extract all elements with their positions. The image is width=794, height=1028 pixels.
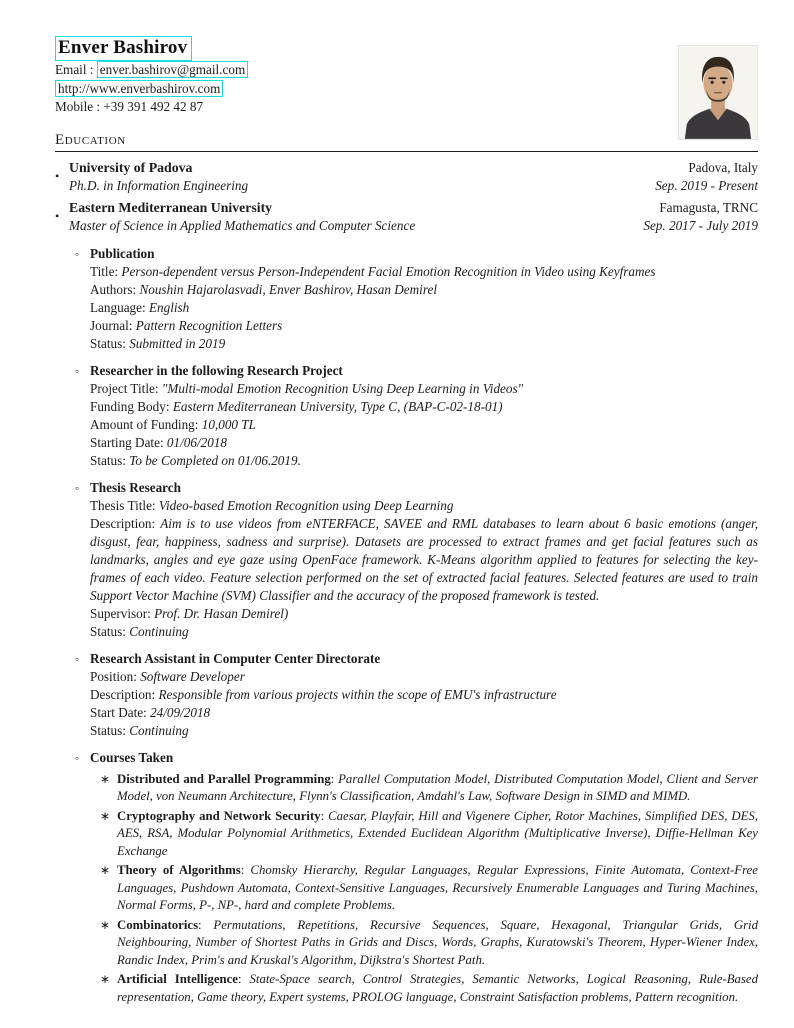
course-item [100, 808, 758, 861]
field-value: Continuing [129, 623, 189, 639]
field-row [90, 263, 758, 281]
field-value: Noushin Hajarolasvadi, Enver Bashirov, Hasan Demirel [139, 281, 438, 297]
field-row [90, 380, 758, 398]
field-row [90, 281, 758, 299]
field-value: Eastern Mediterranean University, Type C, (BAP-C-02-18-01) [172, 398, 503, 414]
field-value: "Multi-modal Emotion Recognition Using Deep Learning in Videos" [161, 380, 524, 396]
field-value: Person-dependent versus Person-Independent Facial Emotion Recognition in Video using Keyframes [121, 263, 656, 279]
subsection-research-assistant [75, 650, 758, 740]
field-label: Status: [90, 722, 126, 738]
subsection-title: Thesis Research [90, 479, 181, 495]
education-rule [55, 151, 758, 152]
course-item [100, 862, 758, 915]
course-colon: : [330, 771, 335, 786]
field-row [90, 704, 758, 722]
subsection-title: Courses Taken [90, 749, 174, 765]
asterisk-bullet-icon: ∗ [100, 972, 111, 986]
field-label: Project Title: [90, 380, 159, 396]
course-item [100, 771, 758, 806]
circle-bullet-icon: ◦ [75, 480, 80, 495]
field-value: To be Completed on 01/06.2019. [129, 452, 301, 468]
mobile-label: Mobile : [55, 99, 101, 114]
field-label: Status: [90, 623, 126, 639]
field-label: Starting Date: [90, 434, 164, 450]
course-item [100, 917, 758, 970]
education-item [55, 199, 758, 236]
email-link[interactable]: enver.bashirov@gmail.com [97, 61, 248, 78]
asterisk-bullet-icon: ∗ [100, 863, 111, 877]
field-row [90, 452, 758, 470]
course-topics: State-Space search, Control Strategies, Semantic Networks, Logical Reasoning, Rule-Based representation, Game theory, Expert systems, PROLOG language, Constraint Satisfaction problems, Pattern recognition. [117, 972, 758, 1004]
course-name: Theory of Algorithms [117, 863, 241, 877]
field-value: Submitted in 2019 [129, 335, 226, 351]
field-value: Prof. Dr. Hasan Demirel) [154, 605, 289, 621]
field-label: Status: [90, 452, 126, 468]
field-value: 01/06/2018 [166, 434, 227, 450]
subsection-courses-taken [75, 749, 758, 1007]
subsection-publication [75, 245, 758, 353]
asterisk-bullet-icon: ∗ [100, 808, 111, 823]
field-value: English [148, 299, 190, 315]
degree: Master of Science in Applied Mathematics and Computer Science [69, 218, 416, 233]
course-item [100, 971, 758, 1006]
email-label: Email : [55, 62, 94, 77]
website-link[interactable]: http://www.enverbashirov.com [55, 80, 223, 97]
field-row [90, 605, 758, 623]
name-link[interactable]: Enver Bashirov [55, 36, 192, 61]
subsection-thesis-research [75, 479, 758, 641]
education-item [55, 159, 758, 196]
field-row [90, 497, 758, 515]
course-topics: Chomsky Hierarchy, Regular Languages, Regular Expressions, Finite Automata, Context-Free Languages, Pushdown Automata, Context-Sensitive Languages, Recursively Enumerable Languages and Turing Machines, Normal Forms, P-, NP-, hard and complete Problems. [117, 863, 758, 912]
education-item-content [69, 159, 758, 196]
field-label: Title: [90, 263, 119, 279]
circle-bullet-icon: ◦ [75, 651, 80, 666]
education-heading: Education [55, 131, 126, 148]
course-colon: : [237, 972, 242, 986]
course-topics: Parallel Computation Model, Distributed Computation Model, Client and Server Model, von Neumann Architecture, Flynn's Classification, Amdahl's Law, Software Design in SIMD and MIMD. [117, 771, 759, 803]
field-label: Thesis Title: [90, 497, 156, 513]
field-row [90, 317, 758, 335]
profile-photo [678, 45, 758, 140]
field-label: Status: [90, 335, 126, 351]
field-row [90, 299, 758, 317]
institution-name: University of Padova [69, 159, 193, 175]
field-value: 24/09/2018 [150, 704, 211, 720]
field-label: Journal: [90, 317, 133, 333]
degree: Ph.D. in Information Engineering [69, 178, 249, 193]
course-topics: Caesar, Playfair, Hill and Vigenere Cipher, Rotor Machines, Simplified DES, DES, AES, RSA, Modular Polynomial Arithmetics, Extended Euclidean Algorithm (Multiplicative Inverse), Diffie-Hellman Key Exchange [117, 808, 759, 858]
field-row [90, 515, 758, 605]
education-item-content [69, 199, 758, 236]
profile-photo-image [679, 46, 757, 139]
bullet-icon: • [55, 168, 60, 183]
field-row [90, 416, 758, 434]
subsection-research-project [75, 362, 758, 470]
course-colon: : [320, 808, 325, 823]
course-colon: : [240, 863, 245, 877]
date-range: Sep. 2017 - July 2019 [643, 218, 758, 233]
asterisk-bullet-icon: ∗ [100, 917, 111, 932]
field-row [90, 668, 758, 686]
field-label: Amount of Funding: [90, 416, 199, 432]
institution-name: Eastern Mediterranean University [69, 199, 273, 215]
field-label: Start Date: [90, 704, 147, 720]
field-row [90, 686, 758, 704]
field-label: Position: [90, 668, 137, 684]
field-label: Description: [90, 515, 156, 531]
asterisk-bullet-icon: ∗ [100, 771, 111, 786]
circle-bullet-icon: ◦ [75, 246, 80, 261]
circle-bullet-icon: ◦ [75, 750, 80, 765]
mobile-value: +39 391 492 42 87 [103, 99, 204, 114]
subsection-title: Researcher in the following Research Project [90, 362, 343, 378]
field-label: Language: [90, 299, 146, 315]
field-row [90, 335, 758, 353]
field-value: Video-based Emotion Recognition using Deep Learning [158, 497, 454, 513]
course-colon: : [198, 917, 202, 932]
course-name: Distributed and Parallel Programming [117, 771, 331, 786]
location: Famagusta, TRNC [659, 199, 758, 215]
courses-list [100, 771, 758, 1007]
field-row [90, 398, 758, 416]
subsection-title: Research Assistant in Computer Center Directorate [90, 650, 381, 666]
field-value: Aim is to use videos from eNTERFACE, SAVEE and RML databases to learn about 6 basic emotions (anger, disgust, fear, happiness, sadness and surprise). Datasets are processed to extract frames and get facial features such as landmarks, angles and eye gaze using OpenFace framework. K-Means algorithm applied to features for selecting the key-frames of each video. Feature selection performed on the set of extracted facial features. Selected features are used to train Support Vector Machine (SVM) Classifier and the accuracy of the proposed framework is tested. [90, 515, 759, 603]
field-value: Software Developer [140, 668, 245, 684]
subsection-title: Publication [90, 245, 155, 261]
course-name: Combinatorics [117, 917, 199, 932]
field-label: Supervisor: [90, 605, 151, 621]
bullet-icon: • [55, 208, 60, 223]
course-name: Cryptography and Network Security [117, 808, 321, 823]
field-label: Authors: [90, 281, 137, 297]
cv-header [55, 36, 758, 117]
course-name: Artificial Intelligence [117, 972, 238, 986]
field-row [90, 623, 758, 641]
field-label: Description: [90, 686, 156, 702]
location: Padova, Italy [688, 159, 758, 175]
field-row [90, 434, 758, 452]
field-value: 10,000 TL [201, 416, 256, 432]
section-education [55, 132, 758, 1007]
date-range: Sep. 2019 - Present [655, 178, 758, 193]
course-topics: Permutations, Repetitions, Recursive Sequences, Square, Hexagonal, Triangular Grids, Grid Neighbouring, Number of Shortest Paths in Grids and Discs, Words, Graphs, Kuratowski's Theorem, Hyper-Wiener Index, Randic Index, Prim's and Kruskal's Algorithm, Dijkstra's Shortest Path. [117, 917, 759, 967]
field-value: Responsible from various projects within the scope of EMU's infrastructure [158, 686, 557, 702]
field-value: Continuing [129, 722, 189, 738]
circle-bullet-icon: ◦ [75, 363, 80, 378]
field-label: Funding Body: [90, 398, 170, 414]
field-row [90, 722, 758, 740]
field-value: Pattern Recognition Letters [135, 317, 283, 333]
